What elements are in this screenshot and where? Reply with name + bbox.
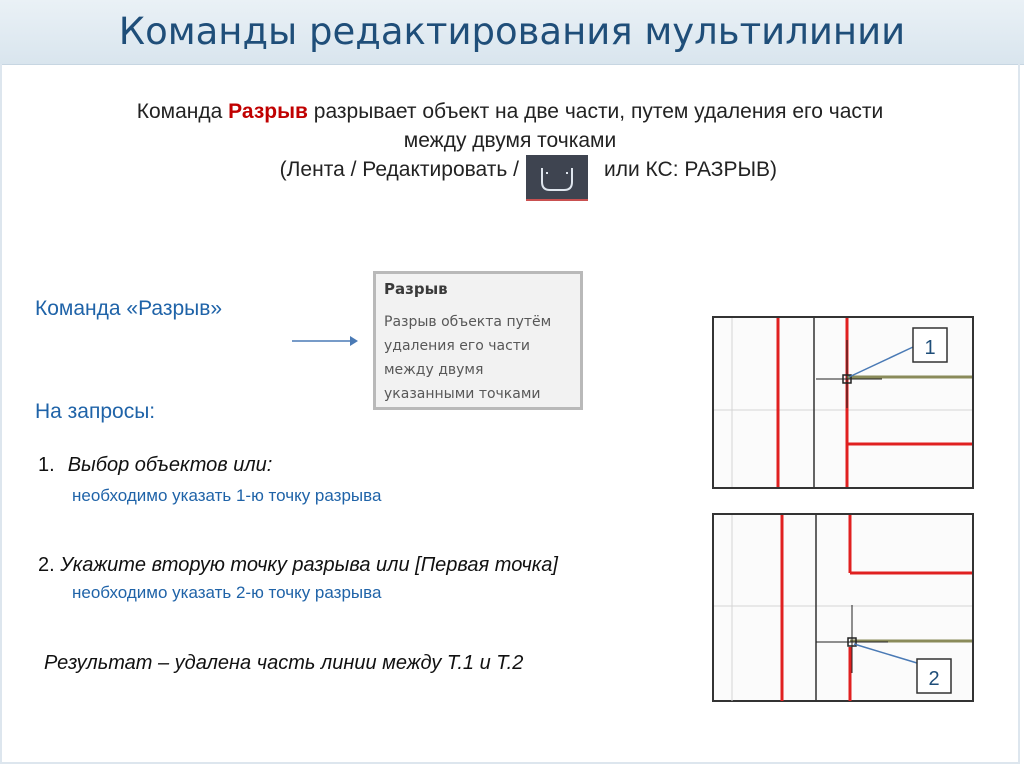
prompt-2-number: 2. [38,554,55,576]
drawing-second-point [712,513,974,702]
command-label: Команда «Разрыв» [35,297,223,320]
prompt-1 [38,454,272,477]
prompt-1-number: 1. [38,454,55,476]
prompt-2-hint: необходимо указать 2-ю точку разрыва [72,583,382,602]
intro-line-3-right: или КС: РАЗРЫВ) [604,158,778,181]
drawing-first-point [712,316,974,489]
callout-2: 2 [928,668,940,690]
tooltip-body: Разрыв объекта путём удаления его части между двумя указанными точками [384,314,552,402]
command-tooltip [373,271,583,410]
page-title: Команды редактирования мультилинии [118,10,906,53]
intro-prefix: Команда [136,100,229,123]
title-bar [0,0,1024,65]
prompt-1-text: Выбор объектов или: [67,454,273,476]
result-text: Результат – удалена часть линии между Т.1 и Т.2 [44,652,524,674]
prompt-2-text: Укажите вторую точку разрыва или [Первая точка] [54,554,558,576]
prompts-heading: На запросы: [35,400,156,423]
callout-1: 1 [924,337,936,359]
tooltip-title: Разрыв [384,280,448,298]
arrow-right-icon [290,333,360,349]
intro-line-2: между двумя точками [403,129,617,152]
intro-suffix: разрывает объект на две части, путем удаления его части [307,100,884,123]
intro-line-3-left: (Лента / Редактировать / [279,158,519,181]
prompt-2 [38,554,558,577]
prompt-1-hint: необходимо указать 1-ю точку разрыва [72,486,382,505]
command-name: Разрыв [228,100,308,123]
break-icon[interactable] [526,155,588,201]
intro-line-1 [40,100,980,124]
